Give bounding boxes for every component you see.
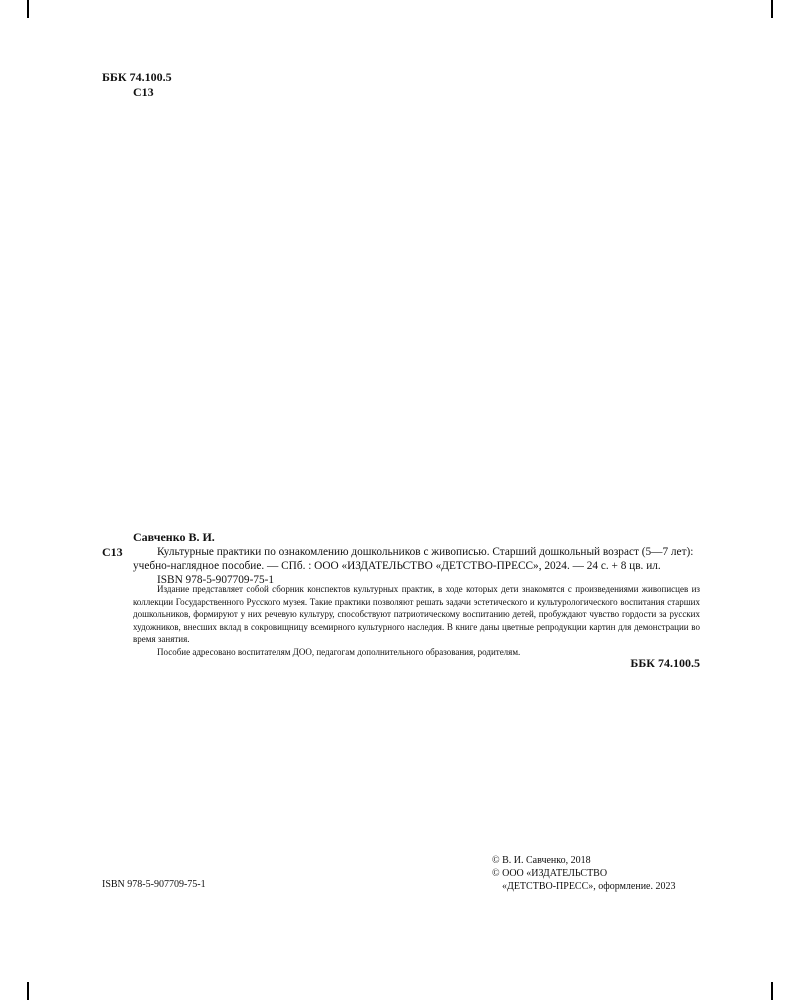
author-name: Савченко В. И. [133, 530, 215, 544]
copyright-publisher: © ООО «ИЗДАТЕЛЬСТВО [492, 868, 608, 879]
annotation-paragraph-2: Пособие адресовано воспитателям ДОО, педагогам дополнительного образования, родителям. [157, 646, 521, 657]
bibliographic-description [133, 545, 703, 587]
author-mark: С13 [102, 545, 123, 559]
annotation-paragraph-1: Издание представляет собой сборник конспектов культурных практик, в ходе которых дети знакомятся с произведениями живописцев из коллекции Государственного Русского музея. Такие практики позволяют решать задачи эстетического и культурологического воспитания старших дошкольников, формируют у них речевую культуру, способствуют патриотическому воспитанию детей, пробуждают чувство гордости за русских художников, внесших вклад в сокровищницу всемирного культурного наследия. В книге даны цветные репродукции картин для демонстрации во время занятия. [133, 584, 700, 644]
crop-mark-bottom-right [771, 982, 773, 1000]
author-mark-top: С13 [133, 85, 154, 99]
bbk-code-bottom: ББК 74.100.5 [630, 656, 700, 670]
annotation [133, 583, 700, 658]
crop-mark-bottom-left [27, 982, 29, 1000]
copyright-author: © В. И. Савченко, 2018 [492, 855, 591, 866]
crop-mark-top-right [771, 0, 773, 18]
crop-mark-top-left [27, 0, 29, 18]
isbn-entry: ISBN 978-5-907709-75-1 [157, 574, 275, 586]
copyright-publisher-design: «ДЕТСТВО-ПРЕСС», оформление. 2023 [502, 881, 676, 892]
isbn-footer: ISBN 978-5-907709-75-1 [102, 879, 206, 890]
classification-block-top [102, 70, 172, 100]
publication-line: учебно-наглядное пособие. — СПб. : ООО «ИЗДАТЕЛЬСТВО «ДЕТСТВО-ПРЕСС», 2024. — 24 с. + 8 цв. ил. [133, 560, 661, 572]
bbk-code-top: ББК 74.100.5 [102, 70, 172, 84]
title-line: Культурные практики по ознакомлению дошкольников с живописью. Старший дошкольный возраст (5—7 лет): [157, 546, 694, 558]
copyright-block [492, 854, 676, 893]
